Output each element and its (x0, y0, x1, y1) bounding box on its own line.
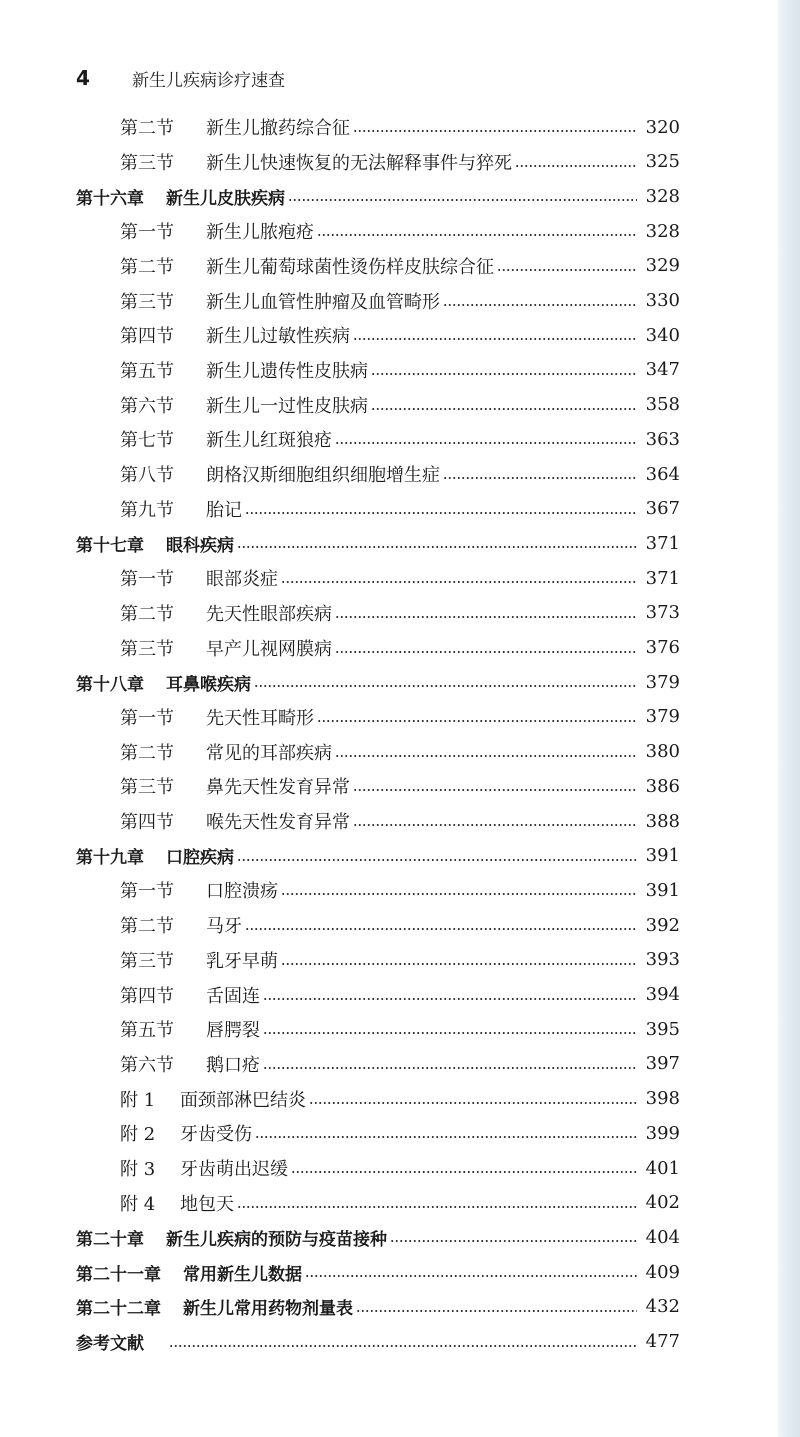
toc-entry-title: 面颈部淋巴结炎 (180, 1089, 306, 1111)
toc-page-number: 402 (645, 1192, 680, 1214)
toc-entry-label: 第三节 (120, 950, 174, 972)
toc-entry-label: 附 1 (120, 1089, 156, 1111)
toc-entry-heading (120, 739, 332, 765)
dot-leader (263, 1032, 637, 1034)
toc-entry-label: 第二节 (120, 603, 174, 625)
toc-page-number: 379 (645, 671, 680, 693)
toc-entry-label: 第九节 (120, 499, 174, 521)
toc-entry-title: 眼科疾病 (166, 535, 234, 556)
page-number: 4 (76, 66, 90, 90)
toc-page-number: 320 (645, 116, 680, 138)
toc-entry-title: 马牙 (206, 916, 242, 938)
toc-page-number: 340 (645, 324, 680, 346)
toc-entry-title: 新生儿红斑狼疮 (206, 430, 332, 452)
dot-leader (353, 130, 637, 132)
toc-entry-label: 第三节 (120, 291, 174, 313)
dot-leader (263, 1067, 637, 1069)
dot-leader (169, 1345, 637, 1347)
toc-entry-heading (120, 288, 440, 314)
toc-entry-title: 新生儿快速恢复的无法解释事件与猝死 (206, 152, 512, 174)
toc-entry-row[interactable] (0, 561, 800, 595)
toc-chapter-row[interactable] (0, 839, 800, 873)
toc-entry-heading (120, 877, 278, 903)
toc-page-number: 391 (645, 879, 680, 901)
toc-entry-row[interactable] (0, 804, 800, 838)
toc-entry-title: 牙齿萌出迟缓 (180, 1159, 288, 1180)
toc-page-number: 329 (645, 255, 680, 277)
toc-entry-title: 口腔疾病 (166, 848, 234, 869)
toc-entry-row[interactable] (0, 145, 800, 179)
toc-entry-heading (120, 149, 512, 175)
toc-entry-label: 第一节 (120, 881, 174, 903)
toc-entry-heading (76, 1329, 166, 1354)
toc-entry-label: 第二节 (120, 742, 174, 764)
dot-leader (390, 1240, 637, 1242)
toc-entry-heading (120, 808, 350, 834)
toc-entry-row[interactable] (0, 978, 800, 1012)
toc-page-number: 391 (645, 845, 680, 867)
toc-entry-heading (120, 1190, 234, 1216)
toc-page-number: 404 (645, 1226, 680, 1248)
toc-entry-label: 附 2 (120, 1124, 156, 1146)
toc-page-number: 371 (645, 567, 680, 589)
dot-leader (353, 824, 637, 826)
dot-leader (353, 789, 637, 791)
toc-entry-row[interactable] (0, 457, 800, 491)
toc-entry-title: 先天性耳畸形 (206, 707, 314, 729)
toc-entry-heading (120, 565, 278, 591)
toc-chapter-row[interactable] (0, 1255, 800, 1289)
dot-leader (309, 1102, 637, 1104)
toc-entry-title: 新生儿撤药综合征 (206, 118, 350, 139)
toc-entry-label: 第八节 (120, 465, 174, 486)
toc-entry-title: 胎记 (206, 499, 242, 521)
dot-leader (291, 1171, 637, 1173)
dot-leader (281, 893, 637, 895)
book-title: 新生儿疾病诊疗速查 (132, 70, 285, 91)
toc-page-number: 409 (645, 1261, 680, 1283)
toc-entry-label: 第四节 (120, 985, 174, 1007)
toc-entry-title: 新生儿皮肤疾病 (166, 188, 285, 209)
toc-entry-label: 第三节 (120, 777, 174, 799)
toc-entry-label: 第二十二章 (76, 1299, 161, 1320)
toc-entry-row[interactable] (0, 873, 800, 907)
toc-entry-title: 新生儿脓疱疮 (206, 222, 314, 244)
toc-entry-label: 第四节 (120, 326, 174, 348)
dot-leader (305, 1275, 637, 1277)
toc-page-number: 393 (645, 949, 680, 971)
toc-page-number: 376 (645, 637, 680, 658)
toc-entry-heading (120, 253, 494, 279)
toc-entry-title: 常见的耳部疾病 (206, 742, 332, 764)
toc-entry-label: 第一节 (120, 569, 174, 591)
toc-page-number: 397 (645, 1053, 680, 1075)
toc-entry-heading (120, 218, 314, 244)
toc-page-number: 401 (645, 1157, 680, 1179)
toc-entry-row[interactable] (0, 249, 800, 283)
toc-entry-title: 口腔溃疡 (206, 881, 278, 903)
toc-entry-row[interactable] (0, 1151, 800, 1185)
toc-entry-label: 第一节 (120, 707, 174, 729)
toc-entry-title: 新生儿疾病的预防与疫苗接种 (166, 1229, 387, 1250)
toc-page-number: 328 (645, 220, 680, 242)
toc-entry-title: 新生儿遗传性皮肤病 (206, 360, 368, 382)
toc-entry-label: 第二节 (120, 916, 174, 938)
toc-entry-row[interactable] (0, 596, 800, 630)
toc-page-number: 380 (645, 741, 680, 763)
dot-leader (371, 373, 637, 375)
toc-entry-heading (120, 1051, 260, 1077)
toc-entry-heading (76, 843, 234, 868)
toc-entry-heading (120, 322, 350, 348)
dot-leader (317, 720, 637, 722)
toc-entry-heading (120, 461, 440, 487)
toc-page-number: 399 (645, 1122, 680, 1144)
toc-entry-row[interactable] (0, 631, 800, 665)
toc-entry-label: 第二十章 (76, 1229, 144, 1250)
toc-chapter-row[interactable] (0, 526, 800, 560)
toc-entry-heading (120, 496, 242, 522)
dot-leader (317, 234, 637, 236)
toc-chapter-row[interactable] (0, 179, 800, 213)
toc-entry-row[interactable] (0, 943, 800, 977)
toc-entry-row[interactable] (0, 214, 800, 248)
toc-entry-title: 新生儿过敏性疾病 (206, 326, 350, 348)
toc-entry-label: 第六节 (120, 395, 174, 417)
dot-leader (254, 685, 637, 687)
toc-entry-heading (120, 392, 368, 418)
toc-entry-title: 先天性眼部疾病 (206, 603, 332, 625)
toc-entry-heading (120, 1086, 306, 1112)
toc-entry-heading (120, 704, 314, 730)
dot-leader (443, 304, 637, 306)
dot-leader (353, 338, 637, 340)
toc-entry-heading (120, 114, 350, 140)
toc-entry-row[interactable] (0, 908, 800, 942)
toc-entry-label: 第二节 (120, 118, 174, 139)
dot-leader (245, 928, 637, 930)
toc-entry-heading (120, 635, 332, 661)
toc-entry-title: 鼻先天性发育异常 (206, 777, 350, 799)
dot-leader (237, 546, 637, 548)
toc-page-number: 358 (645, 394, 680, 416)
toc-entry-row[interactable] (0, 1186, 800, 1220)
toc-entry-label: 第三节 (120, 638, 174, 660)
toc-entry-title: 常用新生儿数据 (183, 1264, 302, 1285)
toc-entry-row[interactable] (0, 1082, 800, 1116)
toc-entry-title: 地包天 (180, 1193, 234, 1215)
toc-entry-label: 第五节 (120, 360, 174, 382)
toc-entry-label: 第十六章 (76, 188, 144, 209)
toc-entry-label: 第二节 (120, 256, 174, 278)
toc-entry-row[interactable] (0, 492, 800, 526)
toc-entry-title: 喉先天性发育异常 (206, 812, 350, 833)
dot-leader (237, 1206, 637, 1208)
toc-page-number: 347 (645, 359, 680, 381)
toc-entry-row[interactable] (0, 388, 800, 422)
dot-leader (281, 581, 637, 583)
toc-page-number: 477 (645, 1331, 680, 1352)
toc-entry-label: 参考文献 (76, 1334, 144, 1354)
toc-entry-row[interactable] (0, 769, 800, 803)
toc-page-number: 367 (645, 498, 680, 520)
toc-entry-label: 第一节 (120, 222, 174, 244)
dot-leader (443, 477, 637, 479)
dot-leader (237, 859, 637, 861)
dot-leader (288, 199, 637, 201)
toc-page-number: 330 (645, 290, 680, 311)
toc-chapter-row[interactable] (0, 1220, 800, 1254)
toc-entry-heading (120, 912, 242, 938)
toc-entry-title: 牙齿受伤 (180, 1124, 252, 1146)
toc-entry-heading (76, 1225, 387, 1250)
toc-entry-title: 新生儿血管性肿瘤及血管畸形 (206, 291, 440, 313)
toc-entry-row[interactable] (0, 284, 800, 318)
toc-entry-title: 新生儿葡萄球菌性烫伤样皮肤综合征 (206, 256, 494, 278)
toc-page-number: 398 (645, 1088, 680, 1110)
toc-entry-heading (120, 1016, 260, 1042)
dot-leader (245, 512, 637, 514)
dot-leader (263, 998, 637, 1000)
toc-page-number: 392 (645, 914, 680, 936)
toc-page-number: 325 (645, 151, 680, 173)
dot-leader (371, 408, 637, 410)
dot-leader (335, 651, 637, 653)
dot-leader (515, 165, 637, 167)
toc-entry-label: 第五节 (120, 1020, 174, 1042)
toc-entry-label: 附 4 (120, 1193, 156, 1215)
toc-page-number: 379 (645, 706, 680, 728)
toc-entry-label: 第六节 (120, 1054, 174, 1076)
toc-entry-label: 第四节 (120, 812, 174, 833)
toc-entry-heading (120, 773, 350, 799)
toc-entry-title: 新生儿常用药物剂量表 (183, 1299, 353, 1320)
dot-leader (335, 755, 637, 757)
toc-entry-title: 唇腭裂 (206, 1020, 260, 1042)
dot-leader (335, 616, 637, 618)
toc-entry-label: 第二十一章 (76, 1264, 161, 1285)
toc-page-number: 373 (645, 602, 680, 624)
dot-leader (335, 442, 637, 444)
toc-entry-row[interactable] (0, 110, 800, 144)
toc-entry-title: 鹅口疮 (206, 1054, 260, 1076)
toc-entry-heading (76, 1260, 302, 1285)
toc-entry-row[interactable] (0, 735, 800, 769)
toc-entry-title: 朗格汉斯细胞组织细胞增生症 (206, 465, 440, 486)
toc-page-number: 328 (645, 185, 680, 207)
toc-entry-heading (76, 1294, 353, 1319)
toc-page-number: 388 (645, 810, 680, 832)
toc-entry-label: 第三节 (120, 152, 174, 174)
toc-entry-heading (120, 600, 332, 626)
toc-page-number: 363 (645, 428, 680, 450)
toc-entry-row[interactable] (0, 318, 800, 352)
toc-entry-label: 附 3 (120, 1159, 156, 1180)
toc-entry-label: 第十七章 (76, 535, 144, 556)
toc-page-number: 364 (645, 463, 680, 485)
toc-entry-row[interactable] (0, 1047, 800, 1081)
toc-entry-row[interactable] (0, 700, 800, 734)
dot-leader (281, 963, 637, 965)
toc-entry-label: 第七节 (120, 430, 174, 452)
dot-leader (356, 1310, 637, 1312)
toc-entry-title: 眼部炎症 (206, 569, 278, 591)
toc-entry-title: 乳牙早萌 (206, 950, 278, 972)
toc-entry-heading (120, 1155, 288, 1181)
toc-page-number: 394 (645, 984, 680, 1005)
toc-chapter-row[interactable] (0, 665, 800, 699)
toc-entry-title: 早产儿视网膜病 (206, 638, 332, 660)
toc-entry-heading (120, 426, 332, 452)
toc-entry-heading (120, 947, 278, 973)
toc-entry-label: 第十九章 (76, 848, 144, 869)
toc-entry-heading (120, 357, 368, 383)
toc-chapter-row[interactable] (0, 1325, 800, 1359)
dot-leader (497, 269, 637, 271)
toc-entry-title: 新生儿一过性皮肤病 (206, 395, 368, 417)
toc-entry-title: 耳鼻喉疾病 (166, 674, 251, 695)
toc-entry-heading (120, 982, 260, 1008)
toc-page-number: 386 (645, 775, 680, 797)
toc-page-number: 432 (645, 1296, 680, 1318)
running-header (76, 62, 285, 94)
toc-entry-row[interactable] (0, 353, 800, 387)
toc-entry-row[interactable] (0, 1012, 800, 1046)
toc-chapter-row[interactable] (0, 1290, 800, 1324)
toc-entry-heading (76, 531, 234, 556)
toc-entry-heading (120, 1120, 252, 1146)
dot-leader (255, 1136, 637, 1138)
toc-entry-title: 舌固连 (206, 985, 260, 1007)
toc-entry-label: 第十八章 (76, 674, 144, 695)
toc-page-number: 371 (645, 532, 680, 554)
toc-entry-heading (76, 670, 251, 695)
toc-entry-row[interactable] (0, 422, 800, 456)
toc-entry-heading (76, 184, 285, 209)
toc-entry-row[interactable] (0, 1116, 800, 1150)
toc-page-number: 395 (645, 1018, 680, 1040)
